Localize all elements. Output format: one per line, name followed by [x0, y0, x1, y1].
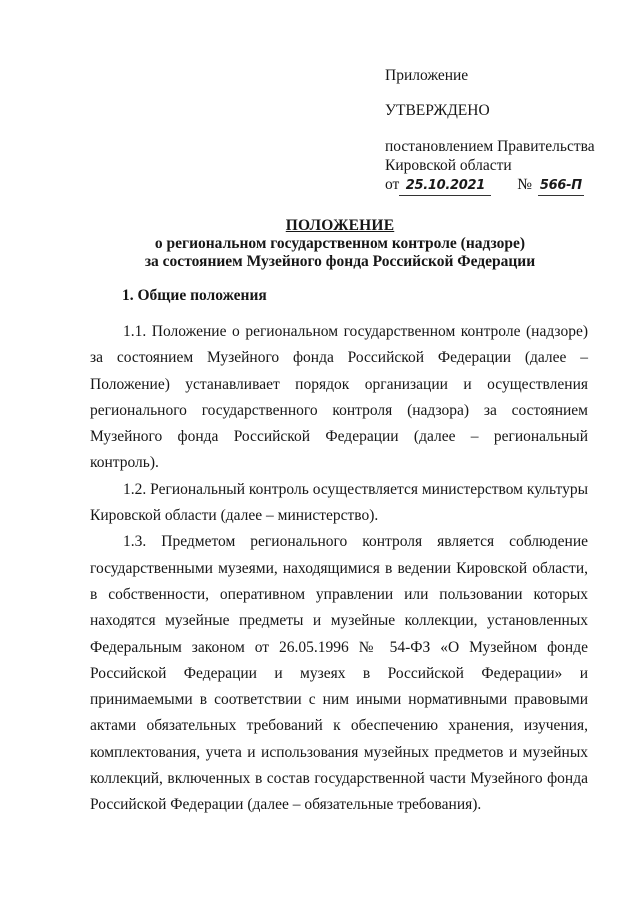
document-body — [90, 319, 588, 819]
title-line-2: о региональном государственном контроле (надзоре) — [154, 235, 526, 252]
approval-block — [385, 66, 630, 196]
decree-date-number-line — [385, 175, 630, 196]
decree-line-2: Кировской области — [385, 157, 512, 174]
paragraph-1-2: 1.2. Региональный контроль осуществляется министерством культуры Кировской области (далее – министерство). — [90, 480, 588, 525]
handwritten-number: 566-П — [538, 176, 584, 196]
title-line-3: за состоянием Музейного фонда Российской Федерации — [144, 253, 536, 270]
paragraph-1-3: 1.3. Предметом регионального контроля является соблюдение государственными музеями, находящимися в ведении Кировской области, в собственности, оперативном управлении или пользовании которых находятся музейные предметы и музейные коллекции, установленных Федеральным законом от 26.05.1996 № 54-ФЗ «О Музейном фонде Российской Федерации и музеях в Российской Федерации» и принимаемыми в соответствии с ним иными нормативными правовыми актами обязательных требований к обеспечению хранения, изучения, комплектования, учета и использования музейных предметов и музейных коллекций, включенных в состав государственной части Музейного фонда Российской Федерации (далее – обязательные требования). — [90, 533, 588, 814]
handwritten-date: 25.10.2021 — [399, 176, 491, 196]
section-heading: 1. Общие положения — [122, 287, 267, 304]
from-label: от — [385, 176, 400, 193]
number-label: № — [517, 176, 532, 193]
document-title — [90, 217, 590, 271]
approved-stamp-text: УТВЕРЖДЕНО — [385, 102, 490, 119]
decree-line-1: постановлением Правительства — [385, 138, 595, 155]
title-main: ПОЛОЖЕНИЕ — [285, 217, 395, 234]
paragraph-1-1: 1.1. Положение о региональном государственном контроле (надзоре) за состоянием Музейного фонда Российской Федерации (далее – Положение) устанавливает порядок организации и осуществления регионального государственного контроля (надзора) за состоянием Музейного фонда Российской Федерации (далее – региональный контроль). — [90, 323, 588, 472]
appendix-label: Приложение — [385, 67, 469, 84]
